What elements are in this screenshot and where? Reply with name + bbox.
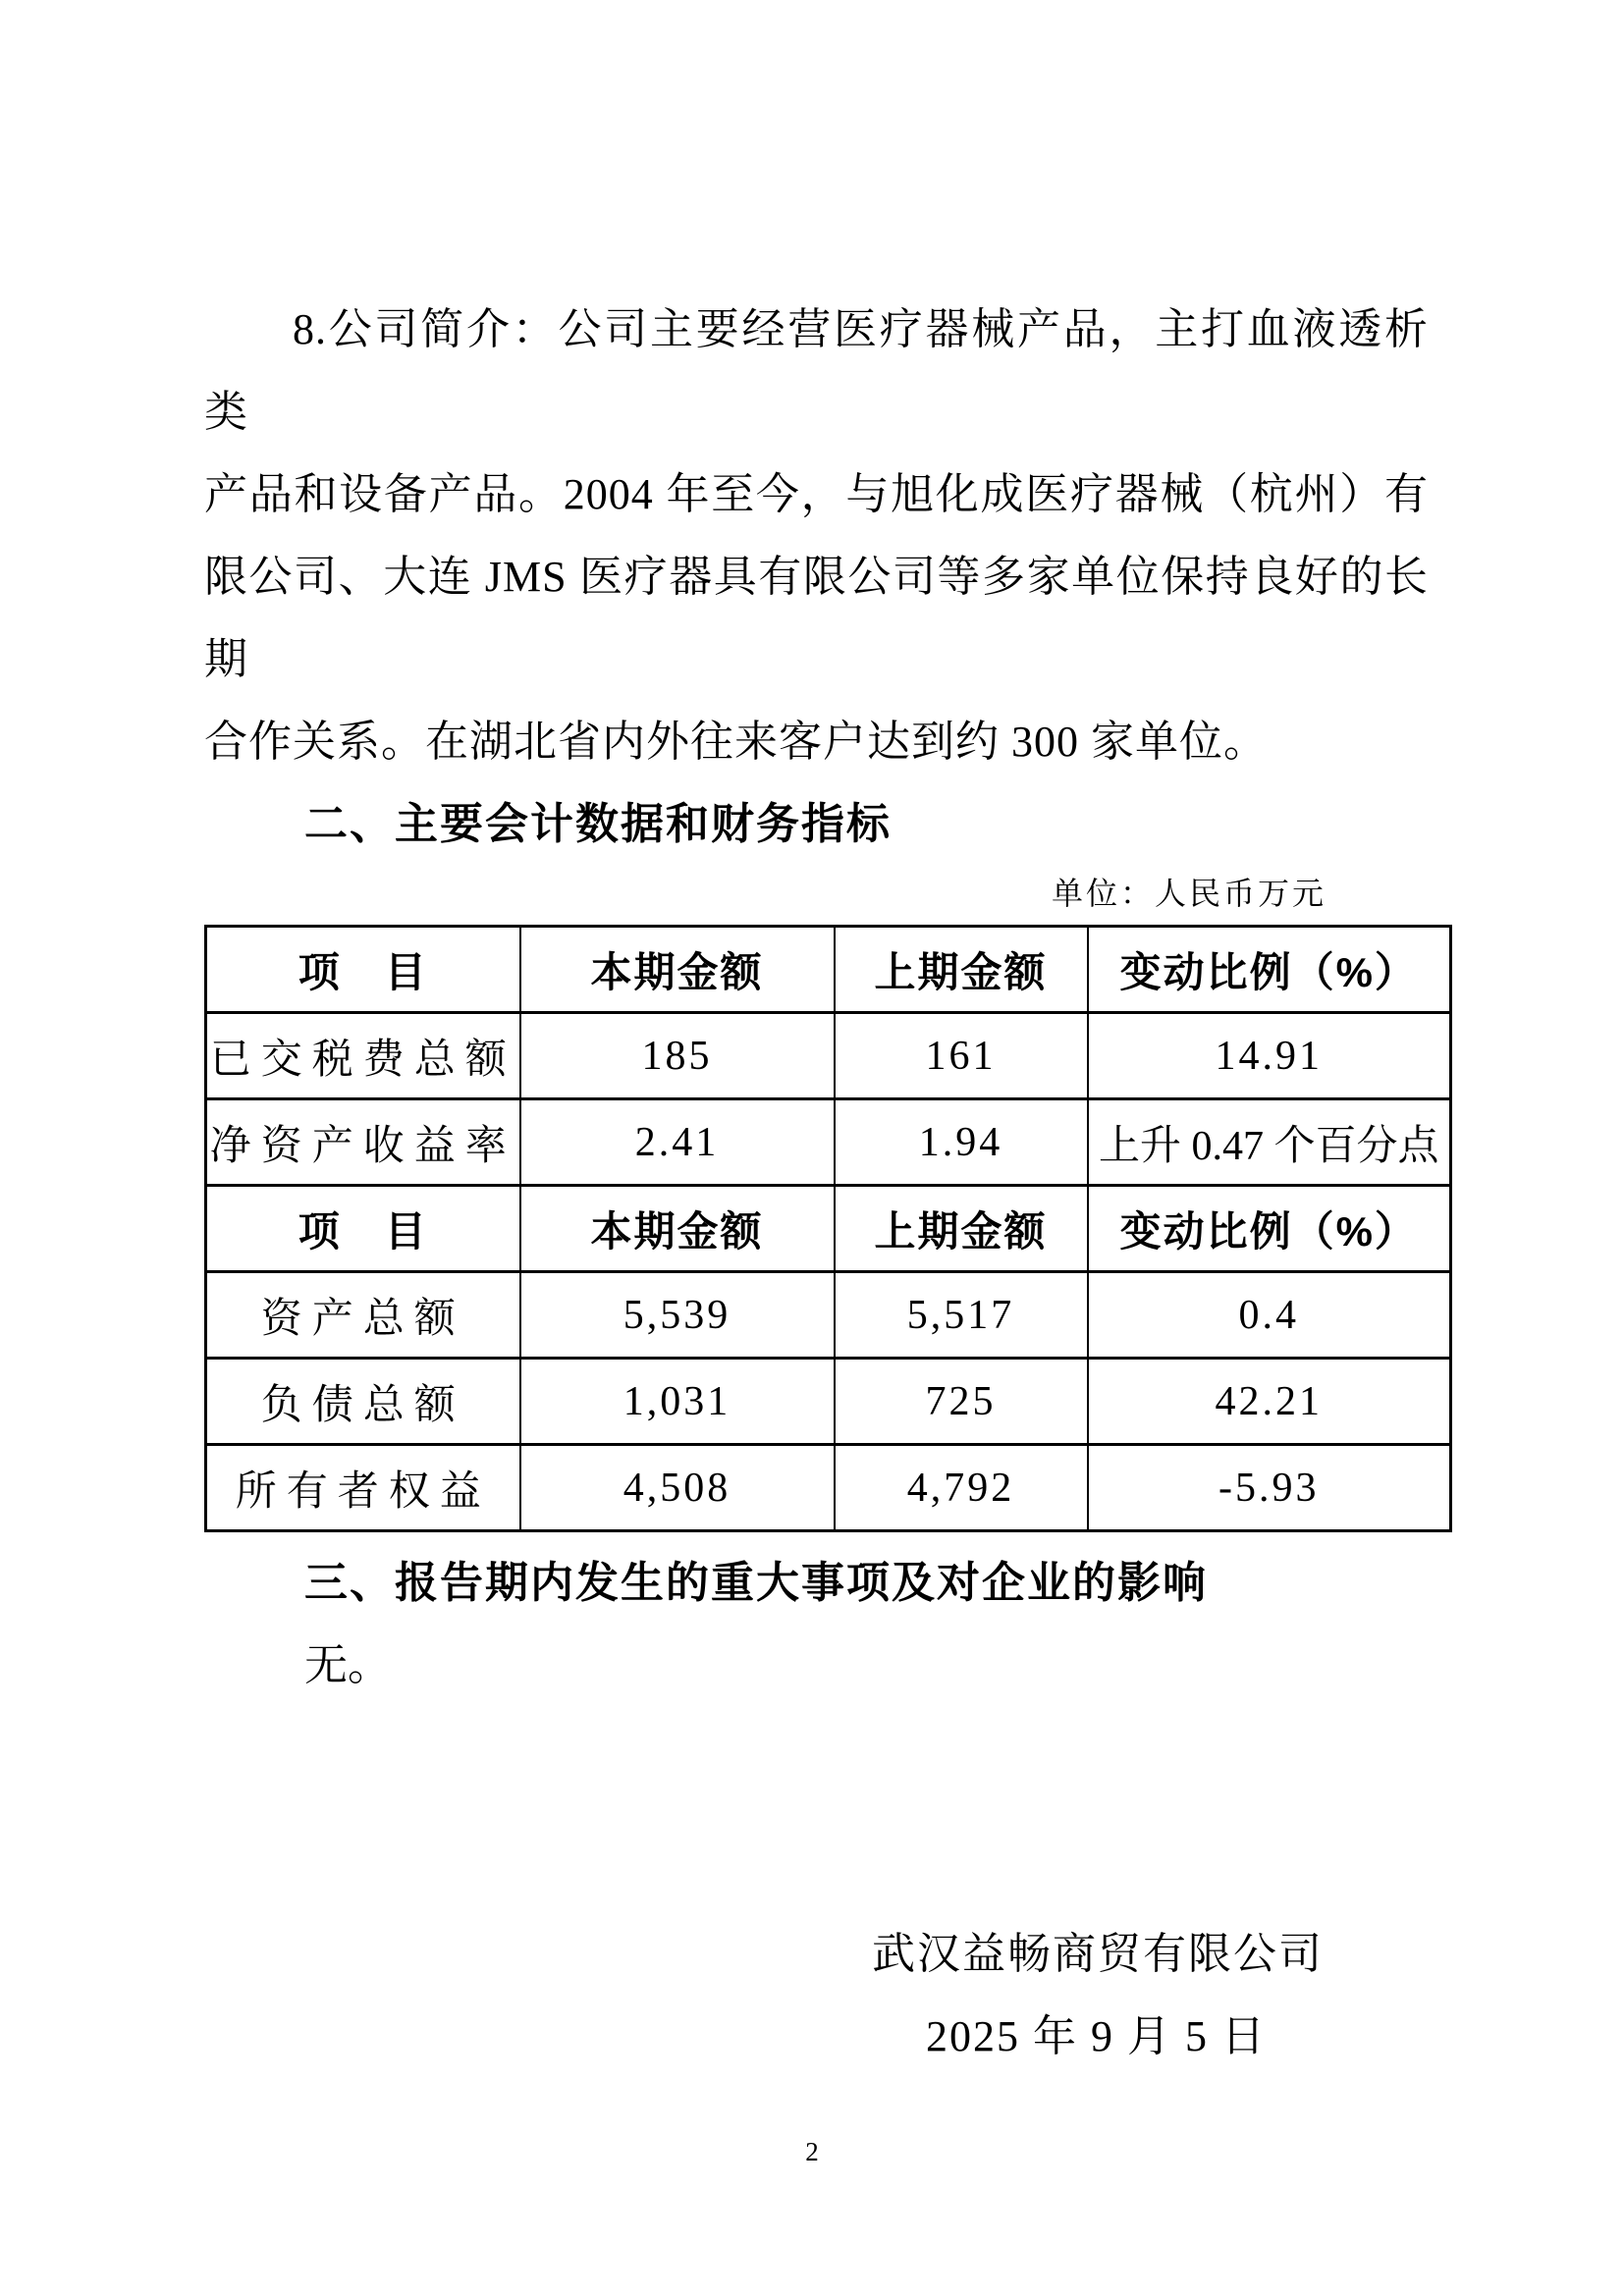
table-cell-value: 上升 0.47 个百分点: [1088, 1099, 1451, 1186]
table-cell-value: 4,792: [835, 1445, 1088, 1531]
table-cell-value: 725: [835, 1359, 1088, 1445]
table-cell-label: 负债总额: [206, 1359, 520, 1445]
table-row-total-assets: [206, 1272, 1451, 1359]
table-header-cell: 上期金额: [835, 1186, 1088, 1272]
section-3-heading: 三、报告期内发生的重大事项及对企业的影响: [304, 1559, 1208, 1607]
table-cell-value: 4,508: [520, 1445, 835, 1531]
table-header-row-1: [206, 927, 1451, 1013]
signature-block: [204, 1913, 1429, 2078]
table-header-cell: 上期金额: [835, 927, 1088, 1013]
table-cell-label: 资产总额: [206, 1272, 520, 1359]
table-header-cell: 变动比例（%）: [1088, 1186, 1451, 1272]
table-row-taxes-paid: [206, 1013, 1451, 1099]
table-header-cell: 项 目: [206, 1186, 520, 1272]
table-cell-value: 42.21: [1088, 1359, 1451, 1445]
table-cell-value: 2.41: [520, 1099, 835, 1186]
section-3-body: 无。: [304, 1641, 391, 1689]
table-row-roe: [206, 1099, 1451, 1186]
table-cell-label: 已交税费总额: [206, 1013, 520, 1099]
intro-paragraph-line-1: 8.公司简介：公司主要经营医疗器械产品，主打血液透析类: [204, 305, 1429, 436]
table-cell-value: 1.94: [835, 1099, 1088, 1186]
table-cell-value: 5,517: [835, 1272, 1088, 1359]
table-header-cell: 本期金额: [520, 1186, 835, 1272]
section-2-heading: 二、主要会计数据和财务指标: [304, 800, 892, 848]
table-header-cell: 项 目: [206, 927, 520, 1013]
unit-note: 单位：人民币万元: [1051, 876, 1326, 911]
signature-company-name: 武汉益畅商贸有限公司: [872, 1930, 1324, 1978]
intro-paragraph-line-4: 合作关系。在湖北省内外往来客户达到约 300 家单位。: [204, 718, 1268, 766]
table-row-total-liabilities: [206, 1359, 1451, 1445]
intro-paragraph-line-3: 限公司、大连 JMS 医疗器具有限公司等多家单位保持良好的长期: [204, 553, 1429, 683]
intro-paragraph-line-2: 产品和设备产品。2004 年至今，与旭化成医疗器械（杭州）有: [204, 470, 1429, 518]
table-row-owners-equity: [206, 1445, 1451, 1531]
table-cell-value: 1,031: [520, 1359, 835, 1445]
table-header-row-2: [206, 1186, 1451, 1272]
table-header-cell: 变动比例（%）: [1088, 927, 1451, 1013]
table-cell-value: 14.91: [1088, 1013, 1451, 1099]
financial-indicators-table: [204, 925, 1452, 1532]
table-header-cell: 本期金额: [520, 927, 835, 1013]
table-cell-label: 所有者权益: [206, 1445, 520, 1531]
table-cell-value: 161: [835, 1013, 1088, 1099]
table-cell-label: 净资产收益率: [206, 1099, 520, 1186]
table-cell-value: 0.4: [1088, 1272, 1451, 1359]
table-cell-value: -5.93: [1088, 1445, 1451, 1531]
table-cell-value: 185: [520, 1013, 835, 1099]
page-number: 2: [805, 2137, 819, 2166]
table-cell-value: 5,539: [520, 1272, 835, 1359]
signature-date: 2025 年 9 月 5 日: [926, 2012, 1267, 2060]
